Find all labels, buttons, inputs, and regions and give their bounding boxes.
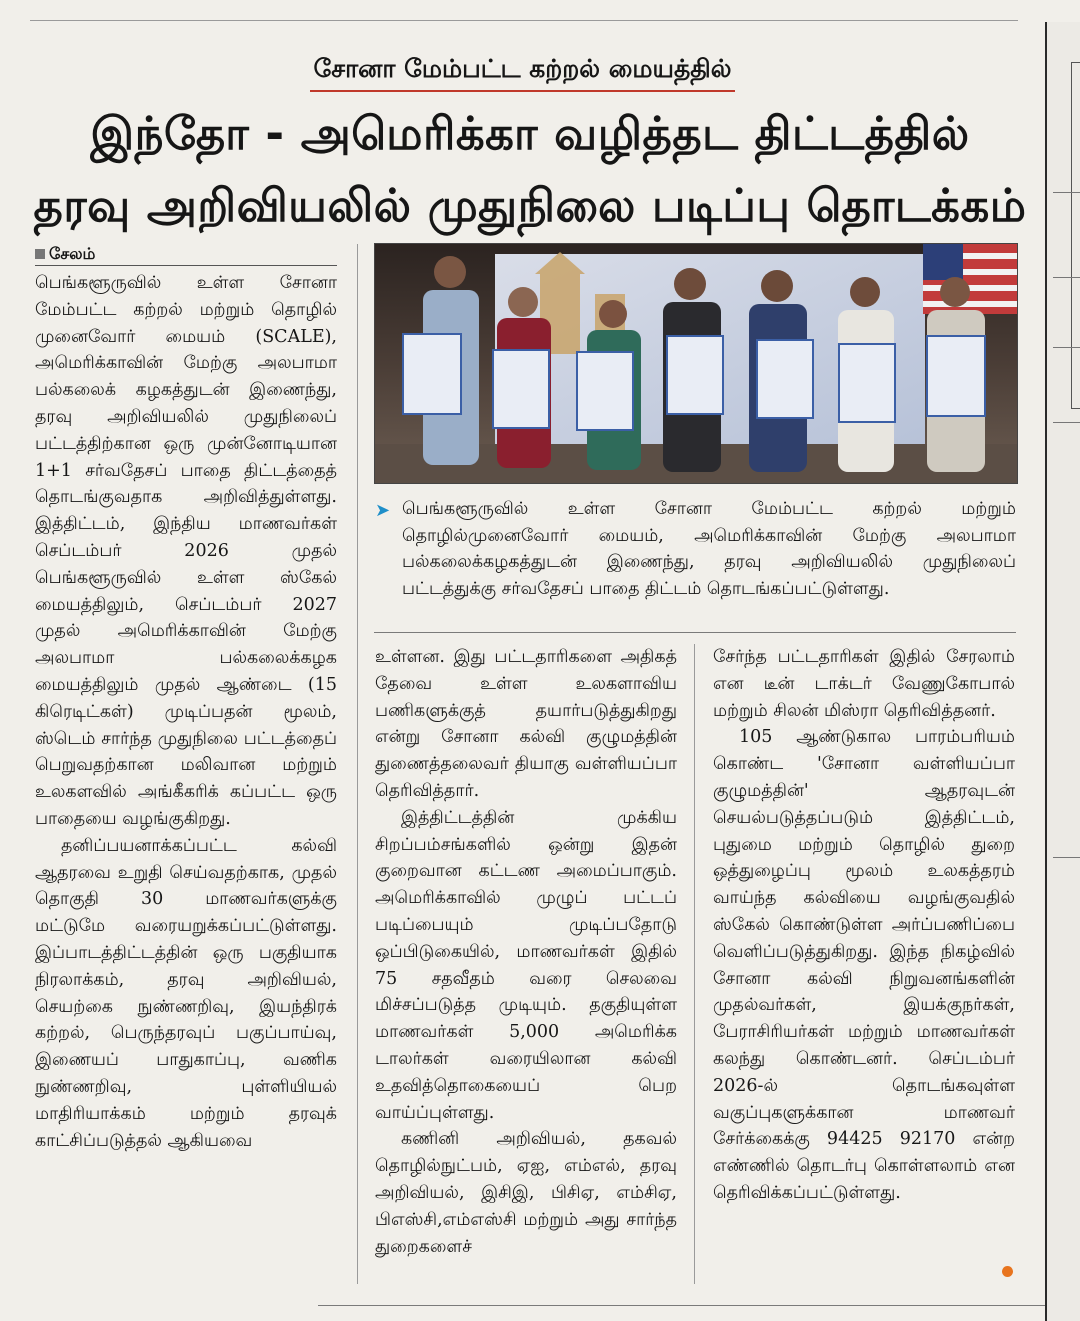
event-photo-illustration (375, 244, 1017, 483)
paragraph: சேர்ந்த பட்டதாரிகள் இதில் சேரலாம் என டீன் டாக்டர் வேணுகோபால் மற்றும் சிலன் மிஸ்ரா தெரிவித்தனர். (713, 647, 1015, 721)
adjacent-rule (1053, 277, 1080, 278)
article-column-1 (35, 270, 337, 1154)
page-top-rule (30, 20, 1018, 21)
adjacent-column-edge (1045, 22, 1080, 1321)
end-of-article-dot-icon (1002, 1266, 1013, 1277)
paragraph: 105 ஆண்டுகால பாரம்பரியம் கொண்ட 'சோனா வள்ளியப்பா குழுமத்தின்' ஆதரவுடன் செயல்படுத்தப்படும் இத்திட்டம், புதுமை மற்றும் தொழில் துறை ஒத்துழைப்பு மூலம் உலகத்தரம் வாய்ந்த கல்வியை வழங்குவதில் ஸ்கேல் கொண்டுள்ள அர்ப்பணிப்பை வெளிப்படுத்துகிறது. இந்த நிகழ்வில் சோனா கல்வி நிறுவனங்களின் முதல்வர்கள், இயக்குநர்கள், பேராசிரியர்கள் மற்றும் மாணவர்கள் கலந்து கொண்டனர். செப்டம்பர் 2026-ல் தொடங்கவுள்ள வகுப்புகளுக்கான மாணவர் சேர்க்கைக்கு 94425 92170 என்ற எண்ணில் தொடர்பு கொள்ளலாம் என தெரிவிக்கப்பட்டுள்ளது. (713, 727, 1015, 1203)
dateline-text: சேலம் (49, 244, 96, 263)
adjacent-box-edge (1071, 62, 1080, 409)
column-divider (694, 644, 695, 1284)
adjacent-rule (1053, 192, 1080, 193)
adjacent-rule (1053, 422, 1080, 423)
paragraph: இத்திட்டத்தின் முக்கிய சிறப்பம்சங்களில் ஒன்று இதன் குறைவான கட்டண அமைப்பாகும். அமெரிக்காவில் முழுப் பட்டப் படிப்பையும் முடிப்பதோடு ஒப்பிடுகையில், மாணவர்கள் இதில் 75 சதவீதம் வரை செலவை மிச்சப்படுத்த முடியும். தகுதியுள்ள மாணவர்கள் 5,000 அமெரிக்க டாலர்கள் வரையிலான கல்வி உதவித்தொகையைப் பெற வாய்ப்புள்ளது. (375, 807, 677, 1123)
caption-chevron-icon: ➤ (375, 500, 391, 521)
dateline-rule (35, 265, 337, 266)
headline-line-1: இந்தோ - அமெரிக்கா வழித்தட திட்டத்தில் (90, 107, 970, 160)
article-column-2 (375, 644, 677, 1260)
dateline-square-icon (35, 249, 45, 259)
paragraph: தனிப்பயனாக்கப்பட்ட கல்வி ஆதரவை உறுதி செய்வதற்காக, முதல் தொகுதி 30 மாணவர்களுக்கு மட்டுமே வரையறுக்கப்பட்டுள்ளது. இப்பாடத்திட்டத்தின் ஒரு பகுதியாக நிரலாக்கம், தரவு அறிவியல், செயற்கை நுண்ணறிவு, இயந்திரக் கற்றல், பெருந்தரவுப் பகுப்பாய்வு, இணையப் பாதுகாப்பு, வணிக நுண்ணறிவு, புள்ளியியல் மாதிரியாக்கம் மற்றும் தரவுக் காட்சிப்படுத்தல் ஆகியவை (35, 835, 337, 1151)
paragraph: உள்ளன. இது பட்டதாரிகளை அதிகத் தேவை உள்ள உலகளாவிய பணிகளுக்குத் தயார்படுத்துகிறது என்று சோனா கல்வி குழுமத்தின் துணைத்தலைவர் தியாகு வள்ளியப்பா தெரிவித்தார். (375, 647, 677, 801)
article-kicker: சோனா மேம்பட்ட கற்றல் மையத்தில் (310, 50, 735, 92)
headline-line-2: தரவு அறிவியலில் முதுநிலை படிப்பு தொடக்கம் (33, 179, 1027, 232)
article-column-3 (713, 644, 1015, 1207)
caption-rule (374, 632, 1016, 633)
page-bottom-rule (318, 1305, 1045, 1306)
event-photo (374, 243, 1018, 484)
adjacent-rule (1053, 347, 1080, 348)
photo-caption: பெங்களூருவில் உள்ள சோனா மேம்பட்ட கற்றல் மற்றும் தொழில்முனைவோர் மையம், அமெரிக்காவின் மேற்கு அலபாமா பல்கலைக்கழகத்துடன் இணைந்து, தரவு அறிவியலில் முதுநிலைப் பட்டத்துக்கு சர்வதேசப் பாதை திட்டம் தொடங்கப்பட்டுள்ளது. (402, 499, 1016, 599)
paragraph: கணினி அறிவியல், தகவல் தொழில்நுட்பம், ஏஐ, எம்எல், தரவு அறிவியல், இசிஇ, பிசிஏ, எம்சிஏ, பிஎஸ்சி,எம்எஸ்சி மற்றும் அது சார்ந்த துறைகளைச் (375, 1129, 677, 1257)
dateline (35, 244, 95, 264)
paragraph: பெங்களூருவில் உள்ள சோனா மேம்பட்ட கற்றல் மற்றும் தொழில் முனைவோர் மையம் (SCALE), அமெரிக்காவின் மேற்கு அலபாமா பல்கலைக் கழகத்துடன் இணைந்து, தரவு அறிவியலில் முதுநிலைப் பட்டத்திற்கான ஒரு முன்னோடியான 1+1 சர்வதேசப் பாதை திட்டத்தைத் தொடங்குவதாக அறிவித்துள்ளது. இத்திட்டம், இந்திய மாணவர்கள் செப்டம்பர் 2026 முதல் பெங்களூருவில் உள்ள ஸ்கேல் மையத்திலும், செப்டம்பர் 2027 முதல் அமெரிக்காவின் மேற்கு அலபாமா பல்கலைக்கழக மையத்திலும் முதல் ஆண்டை (15 கிரெடிட்கள்) முடிப்பதன் மூலம், ஸ்டெம் சார்ந்த முதுநிலை பட்டத்தைப் பெறுவதற்கான மலிவான மற்றும் உலகளவில் அங்கீகரிக் கப்பட்ட ஒரு பாதையை வழங்குகிறது. (35, 273, 337, 829)
column-divider (357, 244, 358, 1284)
adjacent-rule (1053, 857, 1080, 858)
